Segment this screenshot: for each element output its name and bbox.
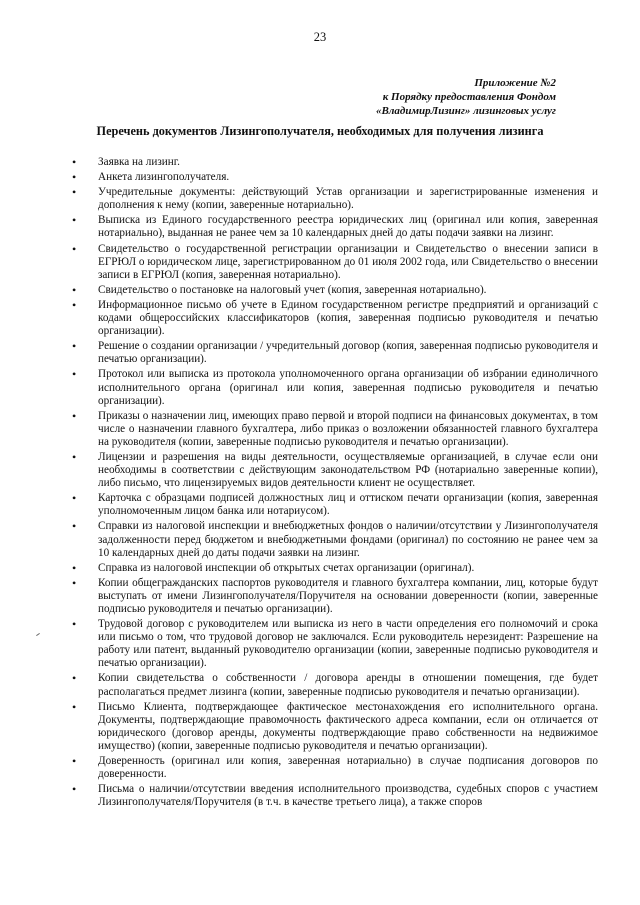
appendix-line-1: Приложение №2 <box>474 77 556 89</box>
list-item: • Информационное письмо об учете в Едином государственном регистре предприятий и организаций с кодами общероссийских классификаторов (копия, заверенная подписью руководителя и печатью организации). <box>72 299 598 338</box>
list-item: • Приказы о назначении лиц, имеющих право первой и второй подписи на финансовых документах, в том числе о назначении главного бухгалтера, либо приказ о возложении обязанностей главного бухгалтера на руководителя (копии, заверенные подписью руководителя и печатью организации). <box>72 410 598 449</box>
list-item: • Копии свидетельства о собственности / договора аренды в отношении помещения, где будет располагаться предмет лизинга (копии, заверенные подписью руководителя и печатью организации). <box>72 672 598 698</box>
appendix-line-3: «ВладимирЛизинг» лизинговых услуг <box>375 105 556 117</box>
list-item: • Письмо Клиента, подтверждающее фактическое местонахождения его исполнительного органа. Документы, подтверждающие правомочность фактического адреса компании, если он отличается от юридического (договор аренды, документы подтверждающие право собственности на недвижимое имущество) (копии, заверенные подписью руководителя и печатью организации). <box>72 701 598 753</box>
list-item: • Свидетельство о государственной регистрации организации и Свидетельство о внесении записи в ЕГРЮЛ о юридическом лице, зарегистрированном до 01 июля 2002 года, или Свидетельство о внесении записи в ЕГРЮЛ (копия, заверенная нотариально). <box>72 243 598 282</box>
page-number: 23 <box>313 30 327 44</box>
list-item: • Выписка из Единого государственного реестра юридических лиц (оригинал или копия, заверенная нотариально), выданная не ранее чем за 10 календарных дней до даты подачи заявки на лизинг. <box>72 214 598 240</box>
list-item: • Карточка с образцами подписей должностных лиц и оттиском печати организации (копия, заверенная уполномоченным лицом банка или нотариусом). <box>72 492 598 518</box>
document-title: Перечень документов Лизингополучателя, необходимых для получения лизинга <box>96 124 544 138</box>
list-item: • Справка из налоговой инспекции об открытых счетах организации (оригинал). <box>72 562 598 575</box>
list-item: • Справки из налоговой инспекции и внебюджетных фондов о наличии/отсутствии у Лизингополучателя задолженности перед бюджетом и внебюджетными фондами (оригинал) по состоянию не ранее чем за 10 календарных дней до даты подачи заявки на лизинг. <box>72 520 598 559</box>
scan-mark <box>36 633 40 636</box>
list-item: • Протокол или выписка из протокола уполномоченного органа организации об избрании единоличного исполнительного органа (оригинал или копия, заверенная подписью руководителя и печатью организации). <box>72 368 598 407</box>
list-item: • Анкета лизингополучателя. <box>72 171 598 184</box>
list-item: • Трудовой договор с руководителем или выписка из него в части определения его полномочий и срока или письмо о том, что трудовой договор не заключался. Если руководитель нерезидент: Разрешение на работу или патент, выданный руководителю организации (копии, заверенные подписью руководителя и печатью организации). <box>72 618 598 670</box>
documents-list <box>72 156 598 811</box>
list-item: • Свидетельство о постановке на налоговый учет (копия, заверенная нотариально). <box>72 284 598 297</box>
list-item: • Копии общегражданских паспортов руководителя и главного бухгалтера компании, лиц, которые будут выступать от имени Лизингополучателя/Поручителя на основании доверенности (копии, заверенные подписью руководителя и печатью организации). <box>72 577 598 616</box>
list-item: • Заявка на лизинг. <box>72 156 598 169</box>
list-item: • Письма о наличии/отсутствии введения исполнительного производства, судебных споров с участием Лизингополучателя/Поручителя (в т.ч. в качестве третьего лица), а также споров <box>72 783 598 809</box>
list-item: • Учредительные документы: действующий Устав организации и зарегистрированные изменения и дополнения к нему (копии, заверенные нотариально). <box>72 186 598 212</box>
list-item: • Доверенность (оригинал или копия, заверенная нотариально) в случае подписания договоров по доверенности. <box>72 755 598 781</box>
list-item: • Лицензии и разрешения на виды деятельности, осуществляемые организацией, в случае если они необходимы в соответствии с действующим законодательством РФ (нотариально заверенные копии), либо письмо, что лицензируемых видов деятельности клиент не осуществляет. <box>72 451 598 490</box>
appendix-line-2: к Порядку предоставления Фондом <box>382 91 556 103</box>
appendix-header <box>376 76 556 118</box>
list-item: • Решение о создании организации / учредительный договор (копия, заверенная подписью руководителя и печатью организации). <box>72 340 598 366</box>
